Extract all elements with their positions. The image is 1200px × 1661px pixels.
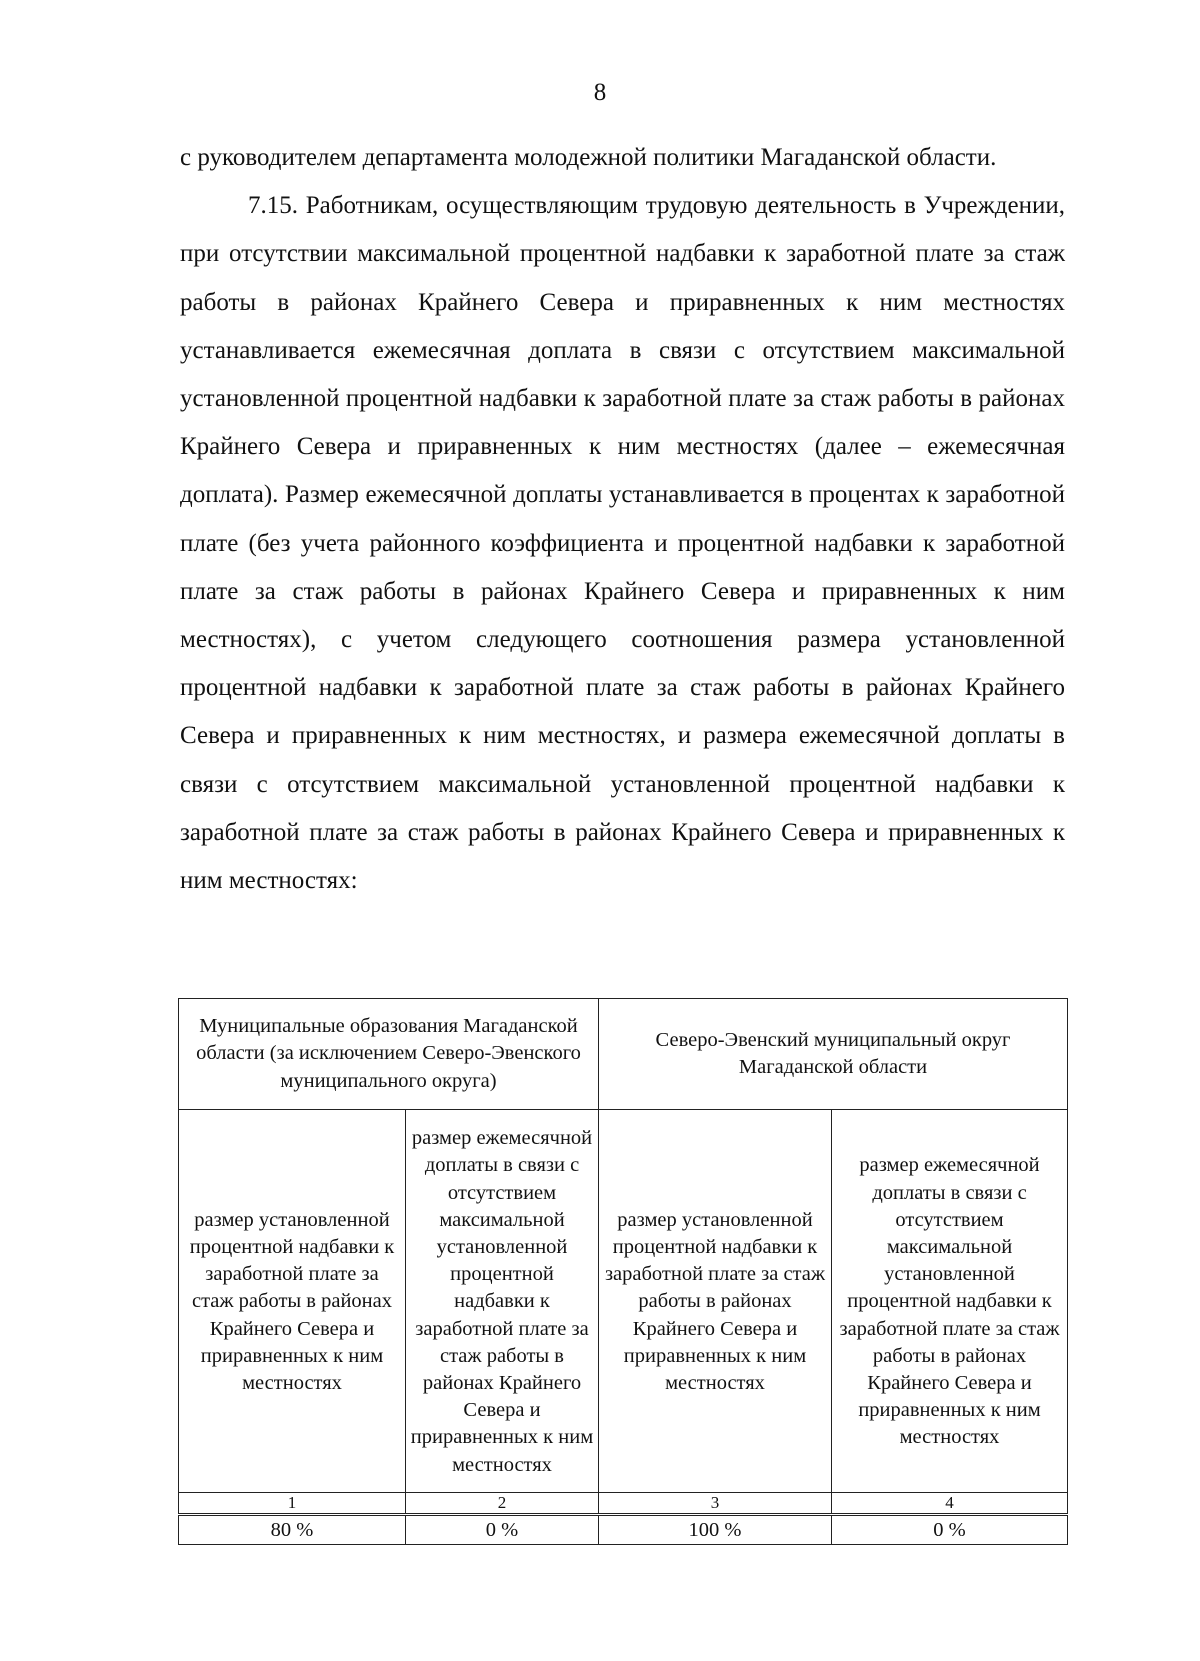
- table-cell-value: 80 %: [179, 1515, 406, 1545]
- allowance-table: [178, 998, 1068, 1545]
- table-group-header-row: [179, 999, 1068, 1110]
- table-column-number-row: [179, 1493, 1068, 1515]
- column-header-2: размер ежемесячной доплаты в связи с отсутствием максимальной установленной процентной надбавки к заработной плате за стаж работы в районах Крайнего Севера и приравненных к ним местностях: [406, 1110, 599, 1493]
- column-number: 1: [179, 1493, 406, 1515]
- column-header-4: размер ежемесячной доплаты в связи с отсутствием максимальной установленной процентной надбавки к заработной плате за стаж работы в районах Крайнего Севера и приравненных к ним местностях: [832, 1110, 1068, 1493]
- column-header-1: размер установленной процентной надбавки к заработной плате за стаж работы в районах Крайнего Севера и приравненных к ним местностях: [179, 1110, 406, 1493]
- paragraph-7-15: 7.15. Работникам, осуществляющим трудовую деятельность в Учреждении, при отсутствии максимальной процентной надбавки к заработной плате за стаж работы в районах Крайнего Севера и приравненных к ним местностях устанавливается ежемесячная доплата в связи с отсутствием максимальной установленной процентной надбавки к заработной плате за стаж работы в районах Крайнего Севера и приравненных к ним местностях (далее – ежемесячная доплата). Размер ежемесячной доплаты устанавливается в процентах к заработной плате (без учета районного коэффициента и процентной надбавки к заработной плате за стаж работы в районах Крайнего Севера и приравненных к ним местностях), с учетом следующего соотношения размера установленной процентной надбавки к заработной плате за стаж работы в районах Крайнего Севера и приравненных к ним местностях, и размера ежемесячной доплаты в связи с отсутствием максимальной установленной процентной надбавки к заработной плате за стаж работы в районах Крайнего Севера и приравненных к ним местностях:: [180, 192, 1065, 895]
- document-body: [180, 134, 1065, 905]
- table-column-header-row: [179, 1110, 1068, 1493]
- table-cell-value: 100 %: [599, 1515, 832, 1545]
- column-number: 2: [406, 1493, 599, 1515]
- table-row: [179, 1515, 1068, 1545]
- column-header-3: размер установленной процентной надбавки к заработной плате за стаж работы в районах Крайнего Севера и приравненных к ним местностях: [599, 1110, 832, 1493]
- table-cell-value: 0 %: [832, 1515, 1068, 1545]
- column-number: 4: [832, 1493, 1068, 1515]
- group-header-severo-evensk: Северо-Эвенский муниципальный округ Магаданской области: [599, 999, 1068, 1110]
- group-header-municipalities: Муниципальные образования Магаданской области (за исключением Северо-Эвенского муниципального округа): [179, 999, 599, 1110]
- paragraph-continuation: с руководителем департамента молодежной политики Магаданской области.: [180, 144, 997, 171]
- table-cell-value: 0 %: [406, 1515, 599, 1545]
- page-number: 8: [593, 79, 607, 106]
- column-number: 3: [599, 1493, 832, 1515]
